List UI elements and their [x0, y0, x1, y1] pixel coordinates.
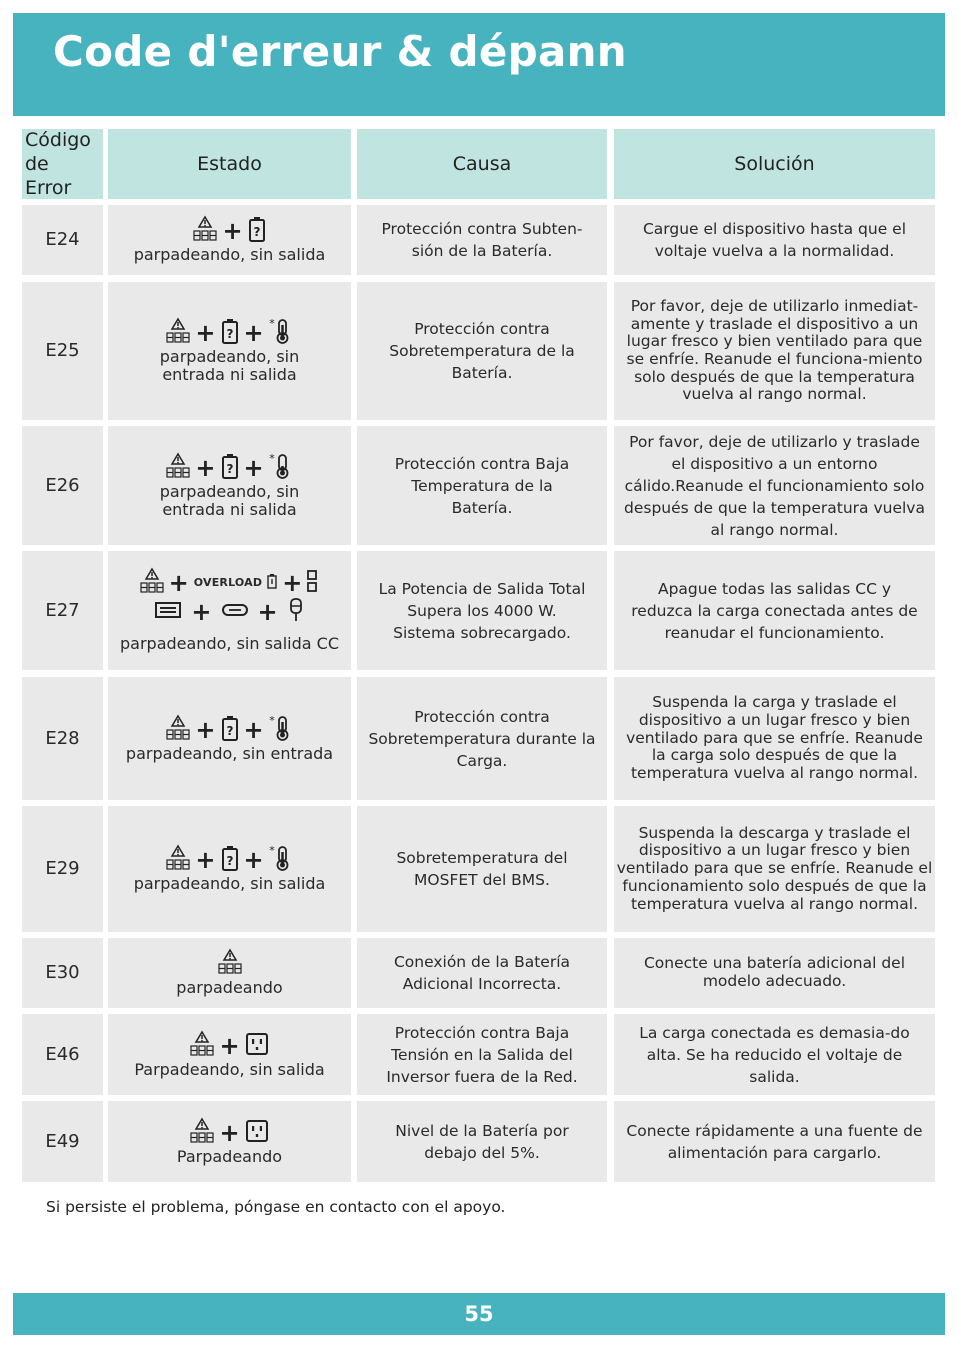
ac-outlet-icon — [245, 1032, 269, 1060]
plus-icon: + — [243, 453, 264, 482]
estado-text: Parpadeando, sin salida — [134, 1059, 325, 1079]
low-temperature-icon — [269, 452, 293, 484]
high-temperature-icon — [269, 317, 293, 349]
svg-text:*: * — [268, 713, 275, 727]
svg-text:?: ? — [253, 225, 261, 239]
warning-display-icon — [193, 215, 217, 247]
svg-text:?: ? — [226, 723, 233, 738]
estado-cell — [108, 677, 351, 800]
page-number: 55 — [464, 1302, 494, 1326]
plus-icon: + — [195, 846, 216, 874]
causa-cell: La Potencia de Salida Total Supera los 4000 W. Sistema sobrecargado. — [357, 551, 607, 670]
estado-text: parpadeando, sin entrada ni salida — [159, 481, 300, 519]
status-icons — [166, 318, 292, 348]
estado-text: parpadeando, sin entrada — [125, 743, 334, 763]
plus-icon: + — [243, 319, 264, 347]
estado-text: parpadeando, sin entrada ni salida — [159, 347, 300, 384]
plus-icon: + — [257, 597, 278, 626]
high-temperature-icon — [269, 844, 293, 876]
plus-icon: + — [168, 568, 189, 597]
solucion-cell: Conecte rápidamente a una fuente de alimentación para cargarlo. — [614, 1101, 935, 1182]
svg-text:*: * — [268, 451, 275, 465]
plus-icon: + — [282, 568, 303, 597]
causa-cell: Protección contra Subten-sión de la Batería. — [357, 205, 607, 275]
estado-cell — [108, 806, 351, 932]
status-icons — [218, 949, 242, 979]
estado-cell — [108, 1014, 351, 1095]
overload-label: OVERLOAD — [193, 575, 263, 589]
support-note: Si persiste el problema, póngase en contacto con el apoyo. — [46, 1198, 506, 1216]
error-code-cell: E49 — [22, 1101, 103, 1182]
warning-display-icon — [190, 1030, 214, 1062]
solucion-cell: Suspenda la carga y traslade el dispositivo a un lugar fresco y bien ventilado para que se enfríe. Reanude la carga solo después de que la temperatura vuelva al rango normal. — [614, 677, 935, 800]
causa-cell: Nivel de la Batería por debajo del 5%. — [357, 1101, 607, 1182]
plus-icon: + — [219, 1031, 240, 1060]
plus-icon: + — [195, 715, 216, 744]
column-header-solucion: Solución — [614, 129, 935, 199]
battery-warning-icon — [221, 844, 239, 876]
warning-display-icon — [166, 844, 190, 876]
warning-display-icon — [190, 1117, 214, 1149]
solucion-cell: Apague todas las salidas CC y reduzca la carga conectada antes de reanudar el funcionamiento. — [614, 551, 935, 670]
warning-display-icon — [166, 714, 190, 746]
status-icons-second-row — [155, 597, 303, 627]
status-icons — [140, 569, 320, 597]
plus-icon: + — [222, 217, 243, 245]
battery-warning-icon — [221, 317, 239, 349]
solucion-cell: Cargue el dispositivo hasta que el voltaje vuelva a la normalidad. — [614, 205, 935, 275]
status-icons — [166, 453, 292, 483]
battery-warning-icon — [221, 452, 239, 484]
outlet-icon — [288, 597, 304, 627]
plus-icon: + — [243, 846, 264, 874]
causa-cell: Protección contra Baja Temperatura de la Batería. — [357, 426, 607, 545]
plus-icon: + — [195, 453, 216, 482]
footer-banner — [13, 1293, 945, 1335]
estado-text: parpadeando, sin salida CC — [120, 633, 339, 653]
overload-icon — [267, 573, 277, 593]
estado-cell — [108, 426, 351, 545]
svg-text:*: * — [268, 317, 275, 330]
column-header-estado: Estado — [108, 129, 351, 199]
warning-display-icon — [140, 567, 164, 599]
solucion-cell: La carga conectada es demasia-do alta. Se ha reducido el voltaje de salida. — [614, 1014, 935, 1095]
estado-text: Parpadeando — [176, 1146, 283, 1166]
column-header-code: Código de Error — [22, 129, 103, 199]
plus-icon: + — [219, 1118, 240, 1147]
dc-port-icon — [307, 569, 319, 597]
plus-icon: + — [191, 597, 212, 626]
estado-cell — [108, 551, 351, 670]
estado-text: parpadeando, sin salida — [133, 245, 326, 264]
plus-icon: + — [243, 715, 264, 744]
estado-cell — [108, 205, 351, 275]
warning-display-icon — [166, 452, 190, 484]
svg-text:*: * — [268, 844, 275, 857]
svg-text:?: ? — [226, 461, 233, 476]
error-code-cell: E29 — [22, 806, 103, 932]
error-code-cell: E46 — [22, 1014, 103, 1095]
column-header-causa: Causa — [357, 129, 607, 199]
estado-cell — [108, 282, 351, 420]
solucion-cell: Conecte una batería adicional del modelo adecuado. — [614, 938, 935, 1008]
status-icons — [193, 216, 265, 246]
plus-icon: + — [195, 319, 216, 347]
solucion-cell: Por favor, deje de utilizarlo y traslade el dispositivo a un entorno cálido.Reanude el funcionamiento solo después de que la temperatura vuelva al rango normal. — [614, 426, 935, 545]
causa-cell: Protección contra Sobretemperatura de la Batería. — [357, 282, 607, 420]
error-code-cell: E25 — [22, 282, 103, 420]
error-code-cell: E30 — [22, 938, 103, 1008]
svg-text:?: ? — [226, 327, 233, 341]
status-icons — [190, 1118, 268, 1148]
error-code-cell: E27 — [22, 551, 103, 670]
error-code-cell: E28 — [22, 677, 103, 800]
status-icons — [190, 1031, 268, 1061]
high-temperature-icon — [269, 714, 293, 746]
status-icons — [166, 845, 292, 875]
estado-text: parpadeando — [176, 978, 283, 997]
svg-text:?: ? — [226, 854, 233, 868]
solucion-cell: Por favor, deje de utilizarlo inmediat-amente y traslade el dispositivo a un lugar fresco y bien ventilado para que se enfríe. Reanude el funciona-miento solo después de que la temperatura vuelva al rango normal. — [614, 282, 935, 420]
page-title: Code d'erreur & dépann — [53, 27, 628, 76]
battery-warning-icon — [221, 714, 239, 746]
car-port-icon — [155, 601, 181, 623]
ac-outlet-icon — [245, 1119, 269, 1147]
solucion-cell: Suspenda la descarga y traslade el dispositivo a un lugar fresco y bien ventilado para que se enfríe. Reanude el funcionamiento solo después de que la temperatura vuelva al rango normal. — [614, 806, 935, 932]
estado-cell — [108, 938, 351, 1008]
estado-cell — [108, 1101, 351, 1182]
error-code-cell: E24 — [22, 205, 103, 275]
battery-warning-icon — [248, 215, 266, 247]
warning-display-icon — [218, 948, 242, 980]
causa-cell: Sobretemperatura del MOSFET del BMS. — [357, 806, 607, 932]
causa-cell: Conexión de la Batería Adicional Incorrecta. — [357, 938, 607, 1008]
causa-cell: Protección contra Sobretemperatura durante la Carga. — [357, 677, 607, 800]
status-icons — [166, 715, 292, 745]
error-code-cell: E26 — [22, 426, 103, 545]
usb-c-icon — [222, 603, 248, 621]
warning-display-icon — [166, 317, 190, 349]
estado-text: parpadeando, sin salida — [133, 874, 326, 893]
causa-cell: Protección contra Baja Tensión en la Salida del Inversor fuera de la Red. — [357, 1014, 607, 1095]
